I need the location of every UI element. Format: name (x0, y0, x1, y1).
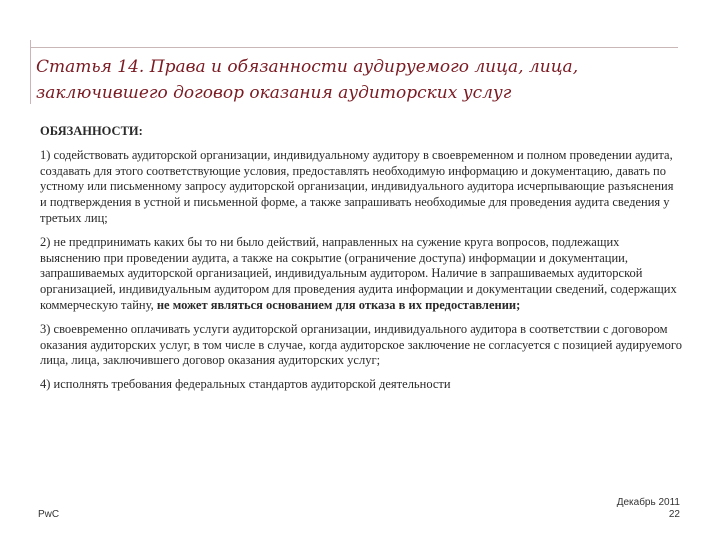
paragraph-4-text: 4) исполнять требования федеральных стандартов аудиторской деятельности (40, 377, 451, 392)
footer-brand: PwC (38, 509, 60, 520)
paragraph-2-bold-text: не может являться основанием для отказа в их предоставлении; (153, 297, 521, 312)
footer-meta (617, 497, 680, 521)
paragraph-1 (40, 148, 682, 227)
footer-page-number: 22 (668, 509, 680, 520)
section-heading: ОБЯЗАННОСТИ: (40, 124, 143, 138)
paragraph-3-text: 3) своевременно оплачивать услуги аудиторской организации, индивидуального аудитора в соответствии с договором оказания аудиторских услуг, в том числе в случае, когда аудиторское заключение не согласуется с позицией аудируемого лица, лица, заключившего договор оказания аудиторских услуг; (40, 321, 682, 368)
slide-title: Статья 14. Права и обязанности аудируемого лица, лица, заключившего договор оказания аудиторских услуг (36, 57, 579, 103)
paragraph-2 (40, 235, 682, 314)
left-rule (30, 40, 31, 104)
paragraph-3 (40, 322, 682, 369)
paragraph-4 (40, 377, 682, 393)
paragraph-1-text: 1) содействовать аудиторской организации, индивидуальному аудитору в своевременном и полном проведении аудита, создавать для этого соответствующие условия, предоставлять необходимую информацию и документацию, давать по устному или письменному запросу аудиторской организации, индивидуального аудитора исчерпывающие разъяснения и подтверждения в устной и письменной форме, а также запрашивать необходимые для проведения аудита сведения у третьих лиц; (40, 147, 674, 225)
paragraph-2-text: 2) не предпринимать каких бы то ни было действий, направленных на сужение круга вопросов, подлежащих выяснению при проведении аудита, а также на сокрытие (ограничение доступа) информации и документации, запрашиваемых аудиторской организацией, индивидуальным аудитором. Наличие в запрашиваемых аудиторской организацией, индивидуальным аудитором для проведения аудита информации и документации сведений, содержащих коммерческую тайну, (40, 234, 677, 312)
slide-body (40, 124, 682, 401)
top-rule (30, 47, 678, 48)
footer-date: Декабрь 2011 (616, 497, 680, 508)
